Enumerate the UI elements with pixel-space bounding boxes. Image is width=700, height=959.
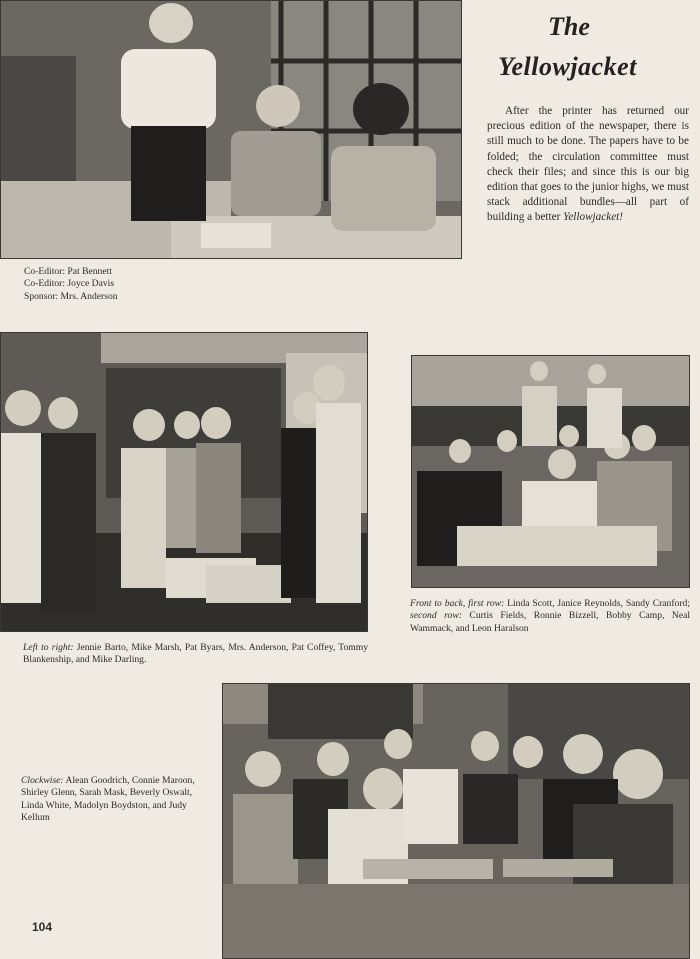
photo-rows-seated <box>411 355 690 588</box>
photo-desks <box>222 683 690 959</box>
title-line2: Yellowjacket <box>498 52 637 81</box>
credit-line: Sponsor: Mrs. Anderson <box>24 290 118 302</box>
photo-group-standing <box>0 332 368 632</box>
page-number: 104 <box>32 920 53 934</box>
title-line1: The <box>548 12 590 41</box>
credit-line: Co-Editor: Pat Bennett <box>24 266 112 277</box>
caption-clockwise <box>21 775 203 825</box>
caption-text: Alean Goodrich, Connie Maroon, Shirley Glenn, Sarah Mask, Beverly Oswalt, Linda White, Madolyn Boydston, and Judy Kellum <box>21 775 195 824</box>
caption-rows <box>410 598 690 635</box>
intro-paragraph <box>487 104 689 226</box>
photo-editors <box>0 0 462 259</box>
credits-block <box>24 266 118 303</box>
caption-lead: Clockwise: <box>21 775 64 786</box>
caption-text: Jennie Barto, Mike Marsh, Pat Byars, Mrs. Anderson, Pat Coffey, Tommy Blankenship, and Mike Darling. <box>23 642 368 666</box>
caption-lead: Left to right: <box>23 642 74 653</box>
caption-lead: Front to back, first row: <box>410 598 505 609</box>
credit-line: Co-Editor: Joyce Davis <box>24 278 115 290</box>
caption-group <box>23 642 368 667</box>
intro-text: After the printer has returned our precious edition of the newspaper, there is still much to be done. The papers have to be folded; the circulation committee must check their files; and since this is our big edition that goes to the junior highs, we must stack additional bundles—all part of building a better <box>487 105 689 224</box>
caption-lead: second row: <box>410 610 462 622</box>
caption-text: Linda Scott, Janice Reynolds, Sandy Cranford; <box>504 598 690 609</box>
caption-text: Curtis Fields, Ronnie Bizzell, Bobby Camp, Neal Wammack, and Leon Haralson <box>410 610 691 634</box>
intro-emphasis: Yellowjacket! <box>563 211 623 224</box>
